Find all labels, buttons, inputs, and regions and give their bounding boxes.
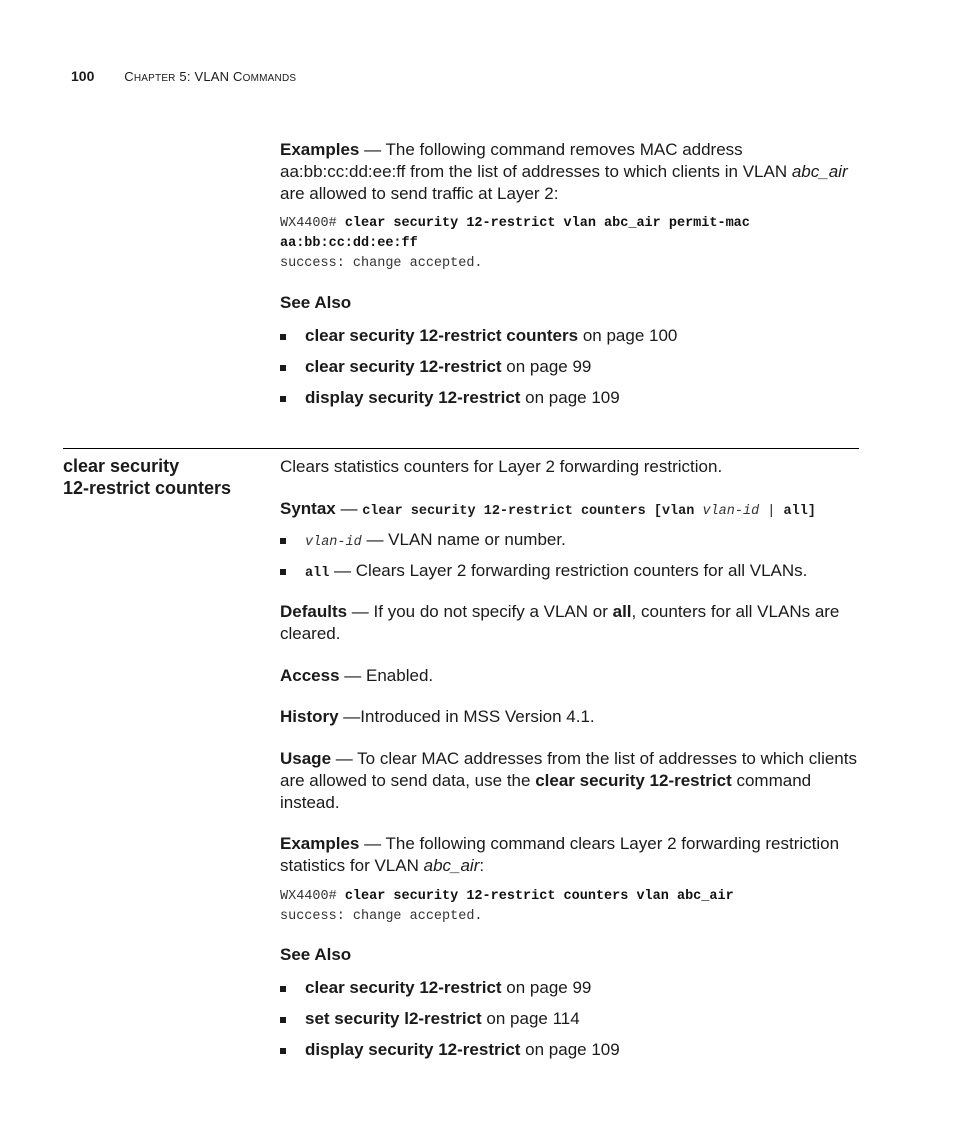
code-example: WX4400# clear security 12-restrict vlan abc_air permit-mac aa:bb:cc:dd:ee:ff success: change accepted. bbox=[280, 216, 750, 271]
see-also-link[interactable]: clear security 12-restrict on page 99 bbox=[280, 977, 860, 1008]
examples-paragraph: Examples — The following command removes MAC address aa:bb:cc:dd:ee:ff from the list of addresses to which clients in VLAN abc_air are allowed to send traffic at Layer 2: bbox=[280, 140, 848, 203]
access-paragraph: Access — Enabled. bbox=[280, 666, 434, 685]
param-list bbox=[280, 529, 860, 591]
see-also-list bbox=[280, 325, 860, 418]
syntax-line: Syntax — clear security 12-restrict counters [vlan vlan-id | all] bbox=[280, 499, 816, 519]
see-also-link[interactable]: display security 12-restrict on page 109 bbox=[280, 387, 860, 418]
defaults-paragraph: Defaults — If you do not specify a VLAN or all, counters for all VLANs are cleared. bbox=[280, 602, 840, 643]
page-number: 100 bbox=[71, 68, 95, 84]
see-also-link[interactable]: set security l2-restrict on page 114 bbox=[280, 1008, 860, 1039]
history-paragraph: History —Introduced in MSS Version 4.1. bbox=[280, 707, 595, 726]
section-description: Clears statistics counters for Layer 2 forwarding restriction. bbox=[280, 457, 723, 476]
see-also-link[interactable]: clear security 12-restrict on page 99 bbox=[280, 356, 860, 387]
see-also-link[interactable]: clear security 12-restrict counters on page 100 bbox=[280, 325, 860, 356]
param-item: vlan-id — VLAN name or number. bbox=[280, 529, 860, 560]
code-example-2: WX4400# clear security 12-restrict counters vlan abc_air success: change accepted. bbox=[280, 889, 734, 924]
usage-paragraph: Usage — To clear MAC addresses from the list of addresses to which clients are allowed to send data, use the clear security 12-restrict command instead. bbox=[280, 749, 857, 812]
param-item: all — Clears Layer 2 forwarding restriction counters for all VLANs. bbox=[280, 560, 860, 591]
section-title: clear security 12-restrict counters bbox=[63, 456, 232, 498]
top-examples bbox=[280, 139, 860, 205]
chapter-title: CHAPTER 5: VLAN COMMANDS bbox=[124, 69, 297, 84]
examples-paragraph-2: Examples — The following command clears Layer 2 forwarding restriction statistics for VLAN abc_air: bbox=[280, 834, 840, 875]
see-also-link[interactable]: display security 12-restrict on page 109 bbox=[280, 1039, 860, 1070]
see-also-list-2 bbox=[280, 977, 860, 1070]
running-header bbox=[71, 68, 296, 84]
see-also-heading-2: See Also bbox=[280, 945, 352, 964]
section-divider bbox=[63, 448, 859, 449]
see-also-heading: See Also bbox=[280, 293, 352, 312]
